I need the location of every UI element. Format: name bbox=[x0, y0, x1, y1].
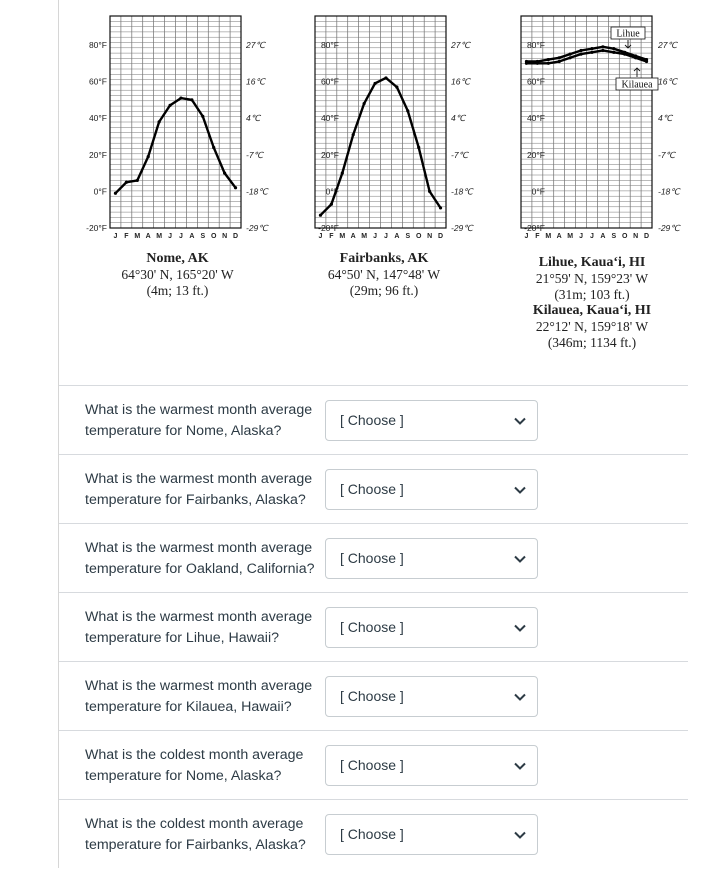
month-label: A bbox=[145, 233, 151, 240]
kilauea-arrow-icon bbox=[634, 68, 640, 77]
c-tick-label: 4℃ bbox=[246, 113, 261, 124]
question-text: What is the warmest month average temperature for Fairbanks, Alaska? bbox=[85, 470, 313, 508]
answer-dropdown[interactable] bbox=[325, 814, 538, 855]
f-tick-label: 60°F bbox=[88, 76, 107, 87]
c-tick-label: -7℃ bbox=[451, 149, 469, 160]
month-label: D bbox=[438, 233, 444, 240]
answer-dropdown[interactable] bbox=[325, 745, 538, 786]
temperature-point bbox=[601, 49, 604, 52]
dropdown-value: [ Choose ] bbox=[340, 757, 404, 773]
lihue-label: Lihue bbox=[616, 28, 640, 40]
month-label: D bbox=[233, 233, 239, 240]
temperature-point bbox=[395, 85, 398, 88]
month-label: F bbox=[535, 233, 540, 240]
temperature-point bbox=[547, 58, 550, 61]
temperature-point bbox=[579, 53, 582, 56]
caption-lihue-name: Lihue, Kaua‘i, HI bbox=[538, 255, 646, 270]
chevron-down-icon bbox=[513, 621, 527, 635]
question-row bbox=[59, 592, 688, 661]
temperature-point bbox=[406, 109, 409, 112]
temperature-point bbox=[234, 186, 237, 189]
temperature-point bbox=[125, 181, 128, 184]
temperature-point bbox=[384, 76, 387, 79]
caption-nome-name: Nome, AK bbox=[146, 251, 209, 266]
f-tick-label: 60°F bbox=[320, 76, 339, 87]
temperature-point bbox=[212, 146, 215, 149]
c-tick-label: -7℃ bbox=[246, 149, 264, 160]
dropdown-value: [ Choose ] bbox=[340, 688, 404, 704]
f-tick-label: 20°F bbox=[88, 149, 107, 160]
c-tick-label: 27℃ bbox=[451, 40, 471, 50]
temperature-point bbox=[417, 146, 420, 149]
dropdown-value: [ Choose ] bbox=[340, 481, 404, 497]
climate-figure bbox=[59, 0, 714, 380]
temperature-point bbox=[341, 172, 344, 175]
month-label: O bbox=[621, 233, 628, 240]
temperature-point bbox=[136, 179, 139, 182]
f-tick-label: 40°F bbox=[320, 113, 339, 124]
question-row bbox=[59, 661, 688, 730]
c-tick-label: -29℃ bbox=[451, 223, 473, 233]
f-tick-label: 40°F bbox=[88, 113, 107, 124]
c-tick-label: 4℃ bbox=[658, 113, 673, 124]
chevron-down-icon bbox=[513, 759, 527, 773]
month-label: A bbox=[350, 233, 356, 240]
chevron-down-icon bbox=[513, 828, 527, 842]
f-tick-label: -20°F bbox=[86, 223, 107, 233]
month-label: M bbox=[567, 233, 574, 240]
caption-lihue bbox=[507, 255, 677, 351]
answer-dropdown[interactable] bbox=[325, 400, 538, 441]
temperature-point bbox=[179, 96, 182, 99]
question-row bbox=[59, 523, 688, 592]
f-tick-label: 20°F bbox=[526, 149, 545, 160]
c-tick-label: -18℃ bbox=[451, 186, 473, 197]
c-tick-label: -18℃ bbox=[246, 186, 268, 197]
caption-fairbanks-elev: (29m; 96 ft.) bbox=[349, 283, 419, 298]
f-tick-label: 0°F bbox=[93, 186, 107, 197]
month-label: J bbox=[318, 233, 323, 240]
question-text: What is the warmest month average temperature for Kilauea, Hawaii? bbox=[85, 677, 313, 715]
month-label: J bbox=[373, 233, 377, 240]
temperature-point bbox=[569, 56, 572, 59]
c-tick-label: 16℃ bbox=[451, 76, 471, 87]
temperature-point bbox=[114, 192, 117, 195]
f-tick-label: 60°F bbox=[526, 76, 545, 87]
temperature-point bbox=[558, 60, 561, 63]
question-row bbox=[59, 799, 688, 868]
month-label: M bbox=[361, 233, 368, 240]
f-tick-label: 20°F bbox=[320, 149, 339, 160]
question-text: What is the coldest month average temperature for Nome, Alaska? bbox=[85, 746, 304, 784]
temperature-point bbox=[579, 49, 582, 52]
temperature-point bbox=[590, 51, 593, 54]
question-text: What is the warmest month average temperature for Nome, Alaska? bbox=[85, 401, 313, 439]
month-label: N bbox=[427, 233, 433, 240]
temperature-point bbox=[612, 51, 615, 54]
f-tick-label: 80°F bbox=[320, 40, 339, 50]
month-label: F bbox=[124, 233, 129, 240]
dropdown-value: [ Choose ] bbox=[340, 550, 404, 566]
month-label: O bbox=[210, 233, 217, 240]
temperature-point bbox=[569, 53, 572, 56]
c-tick-label: -7℃ bbox=[658, 149, 676, 160]
temperature-point bbox=[439, 206, 442, 209]
month-label: J bbox=[113, 233, 118, 240]
caption-fairbanks bbox=[299, 251, 469, 299]
month-label: S bbox=[200, 233, 206, 240]
temperature-point bbox=[590, 47, 593, 50]
c-tick-label: -29℃ bbox=[658, 223, 680, 233]
chevron-down-icon bbox=[513, 483, 527, 497]
month-label: J bbox=[579, 233, 583, 240]
month-label: A bbox=[189, 233, 195, 240]
month-label: M bbox=[339, 233, 346, 240]
c-tick-label: 16℃ bbox=[246, 76, 266, 87]
temperature-point bbox=[623, 53, 626, 56]
month-label: J bbox=[524, 233, 529, 240]
temperature-point bbox=[147, 155, 150, 158]
month-label: M bbox=[156, 233, 163, 240]
answer-dropdown[interactable] bbox=[325, 538, 538, 579]
answer-dropdown[interactable] bbox=[325, 676, 538, 717]
dropdown-value: [ Choose ] bbox=[340, 619, 404, 635]
f-tick-label: -20°F bbox=[524, 223, 545, 233]
dropdown-value: [ Choose ] bbox=[340, 412, 404, 428]
temperature-point bbox=[612, 47, 615, 50]
temperature-point bbox=[525, 62, 528, 65]
month-label: J bbox=[168, 233, 172, 240]
month-label: A bbox=[556, 233, 562, 240]
month-label: M bbox=[545, 233, 552, 240]
c-tick-label: 4℃ bbox=[451, 113, 466, 124]
month-label: O bbox=[415, 233, 422, 240]
month-label: J bbox=[179, 233, 183, 240]
temperature-point bbox=[319, 214, 322, 217]
temperature-point bbox=[363, 102, 366, 105]
dropdown-value: [ Choose ] bbox=[340, 826, 404, 842]
caption-lihue-coord: 21°59' N, 159°23' W bbox=[535, 271, 649, 286]
temperature-point bbox=[536, 62, 539, 65]
c-tick-label: 27℃ bbox=[658, 40, 678, 50]
question-row bbox=[59, 730, 688, 799]
f-tick-label: -20°F bbox=[318, 223, 339, 233]
temperature-point bbox=[428, 190, 431, 193]
caption-nome-coord: 64°30' N, 165°20' W bbox=[121, 267, 234, 282]
question-text: What is the warmest month average temperature for Oakland, California? bbox=[85, 539, 315, 577]
chevron-down-icon bbox=[513, 414, 527, 428]
month-label: S bbox=[405, 233, 411, 240]
c-tick-label: 27℃ bbox=[246, 40, 266, 50]
caption-lihue-elev: (31m; 103 ft.) bbox=[554, 287, 630, 302]
month-label: J bbox=[384, 233, 388, 240]
kilauea-label: Kilauea bbox=[621, 79, 653, 91]
caption-kilauea-name: Kilauea, Kaua‘i, HI bbox=[532, 303, 652, 318]
temperature-point bbox=[634, 56, 637, 59]
question-text: What is the coldest month average temperature for Fairbanks, Alaska? bbox=[85, 815, 306, 853]
chevron-down-icon bbox=[513, 690, 527, 704]
f-tick-label: 80°F bbox=[526, 40, 545, 50]
f-tick-label: 0°F bbox=[325, 186, 339, 197]
month-label: J bbox=[590, 233, 594, 240]
c-tick-label: -18℃ bbox=[658, 186, 680, 197]
month-label: F bbox=[329, 233, 334, 240]
temperature-point bbox=[190, 98, 193, 101]
temperature-point bbox=[547, 62, 550, 65]
chevron-down-icon bbox=[513, 552, 527, 566]
caption-nome-elev: (4m; 13 ft.) bbox=[146, 283, 209, 298]
caption-kilauea-elev: (346m; 1134 ft.) bbox=[547, 335, 637, 350]
month-label: A bbox=[394, 233, 400, 240]
answer-dropdown[interactable] bbox=[325, 469, 538, 510]
month-label: A bbox=[600, 233, 606, 240]
temperature-point bbox=[168, 104, 171, 107]
temperature-point bbox=[601, 45, 604, 48]
caption-fairbanks-coord: 64°50' N, 147°48' W bbox=[327, 267, 441, 282]
temperature-point bbox=[223, 172, 226, 175]
f-tick-label: 0°F bbox=[531, 186, 545, 197]
f-tick-label: 40°F bbox=[526, 113, 545, 124]
question-text: What is the warmest month average temperature for Lihue, Hawaii? bbox=[85, 608, 313, 646]
caption-fairbanks-name: Fairbanks, AK bbox=[339, 251, 429, 266]
temperature-point bbox=[352, 133, 355, 136]
temperature-point bbox=[201, 115, 204, 118]
caption-kilauea-coord: 22°12' N, 159°18' W bbox=[535, 319, 649, 334]
month-label: M bbox=[134, 233, 141, 240]
temperature-point bbox=[645, 60, 648, 63]
temperature-point bbox=[558, 56, 561, 59]
temperature-point bbox=[373, 82, 376, 85]
question-row bbox=[59, 454, 688, 523]
month-label: N bbox=[633, 233, 639, 240]
c-tick-label: -29℃ bbox=[246, 223, 268, 233]
temperature-point bbox=[330, 203, 333, 206]
caption-nome bbox=[95, 251, 260, 299]
question-row bbox=[59, 385, 688, 454]
month-label: N bbox=[222, 233, 228, 240]
f-tick-label: 80°F bbox=[88, 40, 107, 50]
c-tick-label: 16℃ bbox=[658, 76, 678, 87]
month-label: D bbox=[644, 233, 650, 240]
answer-dropdown[interactable] bbox=[325, 607, 538, 648]
month-label: S bbox=[611, 233, 617, 240]
temperature-point bbox=[158, 120, 161, 123]
